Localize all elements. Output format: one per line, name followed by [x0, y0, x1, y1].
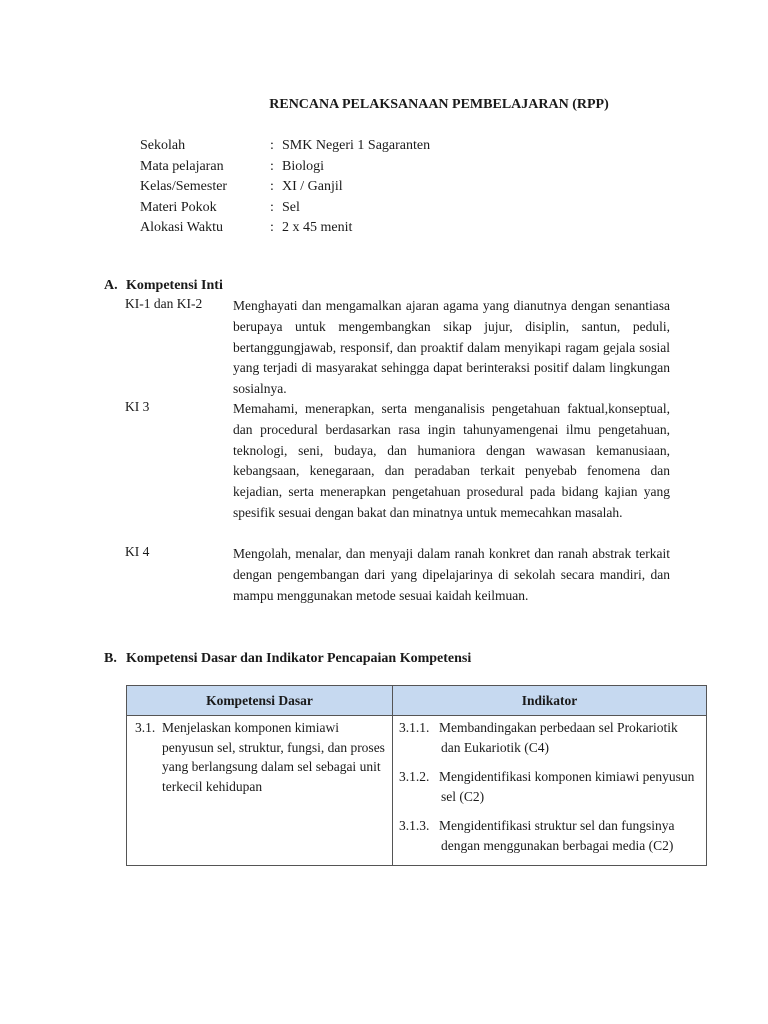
info-colon: : [270, 158, 274, 174]
ki-item-1-2 [125, 296, 670, 400]
indicator-text: Membandingakan perbedaan sel Prokariotik dan Eukariotik (C4) [439, 720, 678, 755]
info-label: Alokasi Waktu [140, 220, 223, 236]
info-label: Kelas/Semester [140, 179, 228, 195]
ki-text: Memahami, menerapkan, serta menganalisis pengetahuan faktual,konseptual, dan procedural berdasarkan rasa ingin tahunyamengenai ilmu pengetahuan, teknologi, seni, budaya, dan humaniora dengan wawasan kemanusiaan, kebangsaan, kenegaraan, dan peradaban terkait penyebab fenomena dan kejadian, serta menerapkan pengetahuan prosedural pada bidang kajian yang spesifik sesuai dengan bakat dan minatnya untuk memecahkan masalah. [233, 401, 670, 520]
indicator-text: Mengidentifikasi struktur sel dan fungsinya dengan menggunakan berbagai media (C2) [439, 818, 675, 853]
info-row-topic [140, 198, 430, 219]
section-title: Kompetensi Inti [126, 278, 223, 293]
section-a-heading [104, 278, 223, 294]
table-header-row [127, 686, 707, 716]
info-value: XI / Ganjil [282, 179, 343, 195]
info-label: Sekolah [140, 138, 186, 154]
ki-item-4 [125, 544, 670, 606]
ki-text: Mengolah, menalar, dan menyaji dalam ranah konkret dan ranah abstrak terkait dengan pengembangan dari yang dipelajarinya di sekolah secara mandiri, dan mampu menggunakan metode sesuai kaidah keilmuan. [233, 546, 670, 603]
page-title: RENCANA PELAKSANAAN PEMBELAJARAN (RPP) [269, 97, 609, 112]
info-value: Sel [282, 199, 300, 215]
info-row-subject [140, 157, 430, 178]
info-label: Materi Pokok [140, 199, 217, 215]
indicator-number: 3.1.3. [399, 818, 430, 833]
ki-label: KI 4 [125, 544, 150, 559]
info-colon: : [270, 199, 274, 215]
info-value: 2 x 45 menit [282, 220, 353, 236]
indicator-number: 3.1.2. [399, 769, 430, 784]
info-value: SMK Negeri 1 Sagaranten [282, 138, 431, 154]
section-b-heading [104, 651, 471, 667]
section-letter: A. [104, 278, 118, 293]
kd-indicator-table [126, 685, 707, 866]
ki-label: KI-1 dan KI-2 [125, 296, 203, 311]
kd-text: Menjelaskan komponen kimiawi penyusun sel, struktur, fungsi, dan proses yang berlangsung dalam sel sebagai unit terkecil kehidupan [162, 720, 385, 794]
info-row-time [140, 218, 430, 239]
ki-text: Menghayati dan mengamalkan ajaran agama yang dianutnya dengan senantiasa berupaya untuk mengembangkan sikap jujur, disiplin, santun, peduli, bertanggungjawab, responsif, dan proaktif dalam menyikapi ragam gejala sosial yang terjadi di masyarakat sehingga dapat berinteraksi positif dalam lingkungan sosialnya. [233, 298, 670, 397]
ki-label: KI 3 [125, 399, 150, 414]
info-label: Mata pelajaran [140, 158, 224, 174]
kd-number: 3.1. [135, 720, 156, 735]
identity-table [140, 136, 430, 239]
info-colon: : [270, 220, 274, 236]
info-colon: : [270, 179, 274, 195]
indicator-cell [393, 716, 707, 866]
info-colon: : [270, 138, 274, 154]
ki-item-3 [125, 399, 670, 524]
table-header: Indikator [393, 686, 707, 716]
table-row [127, 716, 707, 866]
kd-cell [127, 716, 393, 866]
indicator-item [393, 716, 706, 757]
table-header: Kompetensi Dasar [127, 686, 393, 716]
info-row-school [140, 136, 430, 157]
info-value: Biologi [282, 158, 325, 174]
section-letter: B. [104, 651, 117, 666]
indicator-item [393, 767, 706, 806]
kd-item [127, 716, 392, 796]
info-row-class [140, 177, 430, 198]
indicator-item [393, 816, 706, 855]
indicator-text: Mengidentifikasi komponen kimiawi penyusun sel (C2) [439, 769, 695, 804]
section-title: Kompetensi Dasar dan Indikator Pencapaian Kompetensi [126, 651, 472, 666]
indicator-number: 3.1.1. [399, 720, 430, 735]
